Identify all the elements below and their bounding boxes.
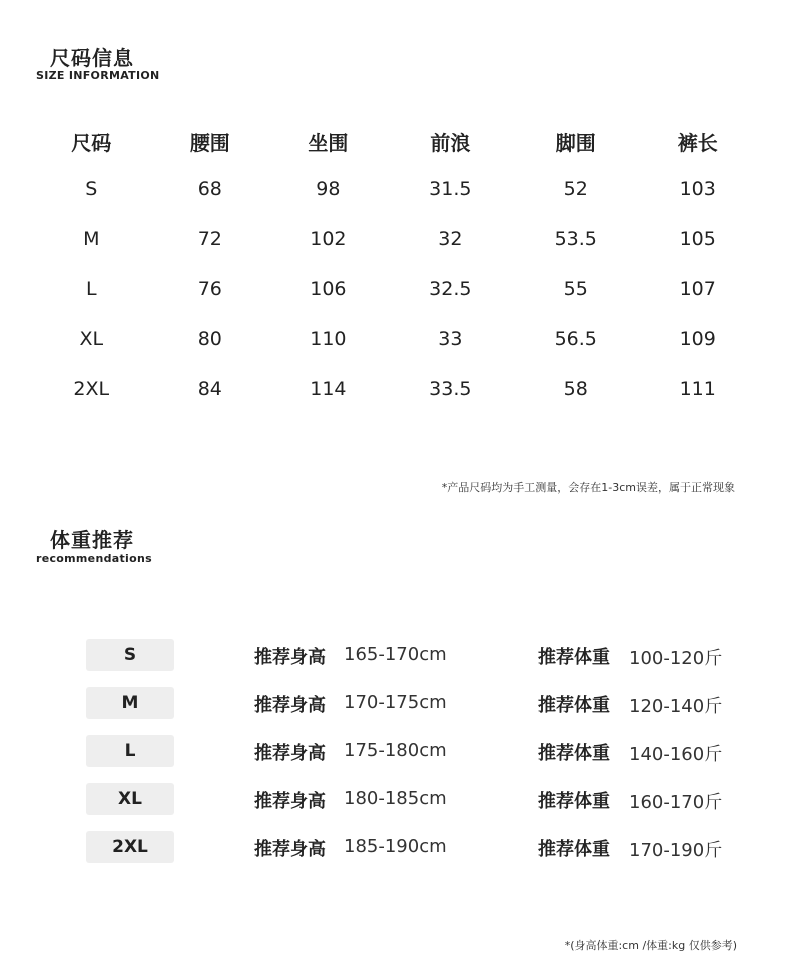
size-badge: L [86,735,174,767]
recommendations-subtitle: recommendations [36,552,152,565]
table-cell: 53.5 [554,228,597,250]
weight-label: 推荐体重 [538,647,610,668]
table-cell: 32 [438,228,463,250]
weight-label: 推荐体重 [538,791,610,812]
size-info-title: 尺码信息 [50,46,134,70]
recommendation-row [86,687,746,719]
table-cell: 114 [310,378,347,400]
size-table-header-row [32,118,757,164]
table-cell: 105 [679,228,716,250]
weight-label: 推荐体重 [538,695,610,716]
measurement-note: *产品尺码均为手工测量，会存在1-3cm误差，属于正常现象 [441,481,735,494]
table-cell: 52 [563,178,588,200]
height-label: 推荐身高 [254,743,326,764]
table-cell: 98 [316,178,341,200]
table-cell: 107 [679,278,716,300]
height-value: 165-170cm [344,644,447,665]
height-value: 170-175cm [344,692,447,713]
table-cell: 109 [679,328,716,350]
table-cell: 55 [563,278,588,300]
recommendation-row [86,831,746,863]
table-cell: 76 [197,278,222,300]
recommendation-row [86,783,746,815]
size-table [32,118,757,414]
table-cell: 84 [197,378,222,400]
header-hip: 坐围 [308,130,349,155]
table-cell: M [83,228,100,250]
table-cell: 110 [310,328,347,350]
height-value: 185-190cm [344,836,447,857]
table-cell: 33 [438,328,463,350]
table-row [32,264,757,314]
height-label: 推荐身高 [254,791,326,812]
table-row [32,314,757,364]
table-cell: S [85,178,98,200]
weight-label: 推荐体重 [538,839,610,860]
table-cell: 58 [563,378,588,400]
recommendation-row [86,639,746,671]
weight-value: 140-160斤 [629,744,723,765]
table-cell: 2XL [73,378,110,400]
header-front-rise: 前浪 [430,130,471,155]
size-badge: XL [86,783,174,815]
height-label: 推荐身高 [254,839,326,860]
weight-value: 160-170斤 [629,792,723,813]
header-pants-length: 裤长 [677,130,718,155]
table-cell: 106 [310,278,347,300]
header-waist: 腰围 [189,130,230,155]
table-cell: 102 [310,228,347,250]
reference-note: *(身高体重:cm /体重:kg 仅供参考) [564,939,737,952]
weight-value: 170-190斤 [629,840,723,861]
size-badge: M [86,687,174,719]
table-cell: 111 [679,378,716,400]
table-cell: 72 [197,228,222,250]
table-cell: 31.5 [429,178,472,200]
height-value: 180-185cm [344,788,447,809]
height-label: 推荐身高 [254,695,326,716]
table-cell: 56.5 [554,328,597,350]
size-badge: 2XL [86,831,174,863]
size-info-subtitle: SIZE INFORMATION [36,69,160,82]
height-label: 推荐身高 [254,647,326,668]
table-cell: 33.5 [429,378,472,400]
size-badge: S [86,639,174,671]
table-cell: XL [79,328,104,350]
weight-value: 120-140斤 [629,696,723,717]
header-size: 尺码 [71,130,112,155]
table-cell: L [85,278,97,300]
height-value: 175-180cm [344,740,447,761]
table-cell: 32.5 [429,278,472,300]
table-cell: 80 [197,328,222,350]
recommendations-title: 体重推荐 [50,528,134,552]
table-cell: 68 [197,178,222,200]
table-row [32,214,757,264]
header-leg-opening: 脚围 [555,130,596,155]
recommendation-row [86,735,746,767]
table-row [32,164,757,214]
weight-label: 推荐体重 [538,743,610,764]
table-cell: 103 [679,178,716,200]
weight-value: 100-120斤 [629,648,723,669]
table-row [32,364,757,414]
